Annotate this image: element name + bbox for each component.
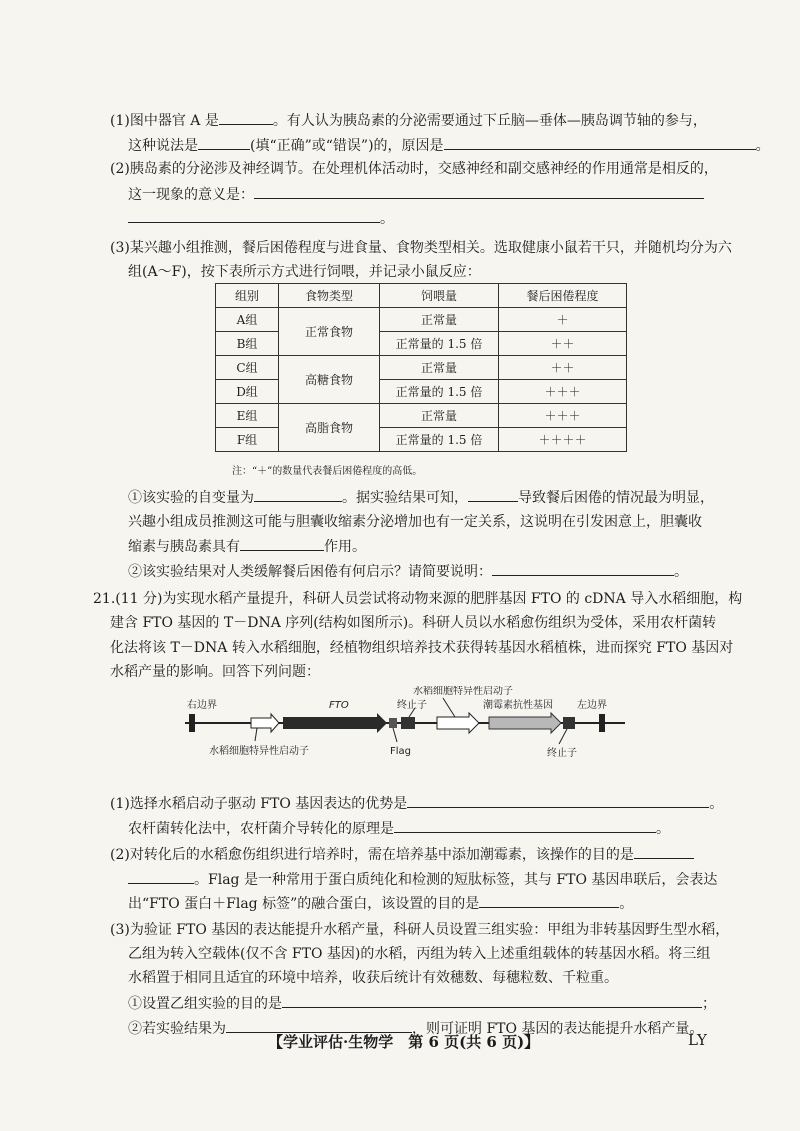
answer-blank[interactable] xyxy=(240,536,324,551)
q3-sub2: ②该实验结果对人类缓解餐后困倦有何启示？请简要说明： 。 xyxy=(128,561,688,582)
leader-line xyxy=(559,729,567,744)
table-cell: 正常量的 1.5 倍 xyxy=(380,380,499,404)
label-flag: Flag xyxy=(390,746,412,757)
label-fto: FTO xyxy=(329,700,349,711)
table-cell: ＋＋＋ xyxy=(499,380,627,404)
label-promoter-bottom: 水稻细胞特异性启动子 xyxy=(209,746,309,757)
q21-p1-line1: (1)选择水稻启动子驱动 FTO 基因表达的优势是 。 xyxy=(110,793,723,814)
q21-p3-text: ②若实验结果为 xyxy=(128,1021,226,1037)
q1-text-c: 这种说法是 xyxy=(128,138,198,154)
q3-sub1-line1 xyxy=(128,487,714,508)
table-row xyxy=(216,404,627,428)
promoter-arrow-1 xyxy=(251,714,279,732)
table-cell: C组 xyxy=(216,356,279,380)
q21-p3-text: ①设置乙组实验的目的是 xyxy=(128,996,282,1012)
table-note: 注：“＋”的数量代表餐后困倦程度的高低。 xyxy=(232,466,423,477)
answer-blank[interactable] xyxy=(468,487,518,502)
table-cell: 高糖食物 xyxy=(279,356,380,404)
feeding-table xyxy=(215,283,627,452)
q2-line3: 。 xyxy=(128,208,394,229)
answer-blank[interactable] xyxy=(128,208,380,223)
answer-blank[interactable] xyxy=(219,110,273,125)
q21-line3: 化法将该 T－DNA 转入水稻细胞，经植物组织培养技术获得转基因水稻植株，进而探究 FTO 基因对 xyxy=(110,640,734,656)
leader-line xyxy=(255,728,257,741)
q3-sub2-text: ②该实验结果对人类缓解餐后困倦有何启示？请简要说明： xyxy=(128,564,492,580)
q21-line2: 建含 FTO 基因的 T－DNA 序列(结构如图所示)。科研人员以水稻愈伤组织为受体，采用农杆菌转 xyxy=(110,615,717,631)
q1-line1 xyxy=(110,110,707,131)
q21-p2-line3: 出“FTO 蛋白＋Flag 标签”的融合蛋白，该设置的目的是 。 xyxy=(128,893,633,914)
terminator-block-2 xyxy=(563,717,575,729)
table-row xyxy=(216,356,627,380)
answer-blank[interactable] xyxy=(444,135,756,150)
answer-blank[interactable] xyxy=(394,818,656,833)
table-cell: 正常量 xyxy=(380,356,499,380)
table-cell: ＋＋ xyxy=(499,356,627,380)
left-border-block xyxy=(599,714,605,732)
q3-line2: 组(A～F)，按下表所示方式进行饲喂，并记录小鼠反应： xyxy=(128,264,481,280)
q21-p3-line1: (3)为验证 FTO 基因的表达能提升水稻产量，科研人员设置三组实验：甲组为非转基因野生型水稻， xyxy=(110,922,730,938)
q21-p3-line2: 乙组为转入空载体(仅不含 FTO 基因)的水稻，丙组为转入上述重组载体的转基因水稻。将三组 xyxy=(128,946,711,962)
q21-line4: 水稻产量的影响。回答下列问题： xyxy=(110,664,320,680)
answer-blank[interactable] xyxy=(479,893,619,908)
q21-p1-text: 农杆菌转化法中，农杆菌介导转化的原理是 xyxy=(128,821,394,837)
answer-blank[interactable] xyxy=(407,793,709,808)
answer-blank[interactable] xyxy=(492,561,674,576)
q3-line1: (3)某兴趣小组推测，餐后困倦程度与进食量、食物类型相关。选取健康小鼠若干只，并随机均分为六 xyxy=(110,240,732,256)
q1-text-a: (1)图中器官 A 是 xyxy=(110,113,219,129)
table-cell: E组 xyxy=(216,404,279,428)
table-cell: 正常量的 1.5 倍 xyxy=(380,428,499,452)
q2-line2 xyxy=(128,184,704,205)
table-cell: 高脂食物 xyxy=(279,404,380,452)
table-row xyxy=(216,380,627,404)
label-terminator-top: 终止子 xyxy=(397,700,427,711)
q1-text-d: (填“正确”或“错误”)的，原因是 xyxy=(250,138,444,154)
q3-sub1-line3 xyxy=(128,536,366,557)
answer-blank[interactable] xyxy=(128,869,194,884)
right-border-block xyxy=(189,714,195,732)
q21-p2-text: (2)对转化后的水稻愈伤组织进行培养时，需在培养基中添加潮霉素，该操作的目的是 xyxy=(110,847,634,863)
table-row xyxy=(216,428,627,452)
table-header: 食物类型 xyxy=(279,284,380,308)
q21-p3-line3: 水稻置于相同且适宜的环境中培养，收获后统计有效穗数、每穗粒数、千粒重。 xyxy=(128,970,618,986)
label-promoter-top: 水稻细胞特异性启动子 xyxy=(413,686,513,697)
table-header: 饲喂量 xyxy=(380,284,499,308)
q3-sub1-text: ①该实验的自变量为 xyxy=(128,490,254,506)
table-cell: 正常量 xyxy=(380,404,499,428)
table-cell: D组 xyxy=(216,380,279,404)
answer-blank[interactable] xyxy=(254,184,704,199)
q3-sub1-text: 缩素与胰岛素具有 xyxy=(128,539,240,555)
answer-blank[interactable] xyxy=(254,487,342,502)
leader-line xyxy=(443,698,455,717)
footer-code: LY xyxy=(688,1031,707,1049)
table-cell: 正常量 xyxy=(380,308,499,332)
q3-sub1-line2: 兴趣小组成员推测这可能与胆囊收缩素分泌增加也有一定关系，这说明在引发困意上，胆囊收 xyxy=(128,514,702,530)
table-row xyxy=(216,332,627,356)
q2-line1: (2)胰岛素的分泌涉及神经调节。在处理机体活动时，交感神经和副交感神经的作用通常是相反的， xyxy=(110,161,718,177)
q21-p2-text: 出“FTO 蛋白＋Flag 标签”的融合蛋白，该设置的目的是 xyxy=(128,896,480,912)
hygromycin-gene-arrow xyxy=(489,713,561,733)
promoter-arrow-2 xyxy=(437,713,479,733)
table-cell: ＋＋＋＋ xyxy=(499,428,627,452)
page-footer: 【学业评估·生物学 第 6 页(共 6 页)】 xyxy=(268,1033,540,1051)
q21-p1-text: (1)选择水稻启动子驱动 FTO 基因表达的优势是 xyxy=(110,796,408,812)
answer-blank[interactable] xyxy=(634,844,694,859)
table-row xyxy=(216,308,627,332)
q1-text-b: 。有人认为胰岛素的分泌需要通过下丘脑—垂体—胰岛调节轴的参与， xyxy=(272,113,707,129)
table-cell: ＋ xyxy=(499,308,627,332)
table-header: 餐后困倦程度 xyxy=(499,284,627,308)
tdna-diagram xyxy=(175,686,635,776)
flag-block xyxy=(389,718,397,728)
q1-line2: 这种说法是 (填“正确”或“错误”)的，原因是 。 xyxy=(128,135,770,156)
fto-gene-arrow xyxy=(283,713,387,733)
q21-p2-line2 xyxy=(128,869,717,890)
q21-p3-line4: ①设置乙组实验的目的是 ； xyxy=(128,993,716,1014)
q2-text: 这一现象的意义是： xyxy=(128,187,254,203)
q21-p2-line1 xyxy=(110,844,694,865)
q21-p2-text: 。Flag 是一种常用于蛋白质纯化和检测的短肽标签，其与 FTO 基因串联后，会表达 xyxy=(194,872,718,888)
label-hygromycin: 潮霉素抗性基因 xyxy=(483,700,553,711)
leader-line xyxy=(393,728,397,742)
table-cell: 正常食物 xyxy=(279,308,380,356)
table-cell: ＋＋＋ xyxy=(499,404,627,428)
label-right-border: 右边界 xyxy=(187,700,217,711)
table-cell: 正常量的 1.5 倍 xyxy=(380,332,499,356)
q21-line1: 21.(11 分)为实现水稻产量提升，科研人员尝试将动物来源的肥胖基因 FTO 的 cDNA 导入水稻细胞，构 xyxy=(93,591,743,607)
q3-sub1-text: 导致餐后困倦的情况最为明显， xyxy=(518,490,714,506)
answer-blank[interactable] xyxy=(282,993,702,1008)
q3-sub1-text: 作用。 xyxy=(324,539,366,555)
label-terminator-bottom: 终止子 xyxy=(547,748,577,759)
table-cell: F组 xyxy=(216,428,279,452)
table-cell: A组 xyxy=(216,308,279,332)
label-left-border: 左边界 xyxy=(577,700,607,711)
table-cell: B组 xyxy=(216,332,279,356)
answer-blank[interactable] xyxy=(198,135,250,150)
q3-sub1-text: 。据实验结果可知， xyxy=(342,490,468,506)
table-cell: ＋＋ xyxy=(499,332,627,356)
table-header: 组别 xyxy=(216,284,279,308)
terminator-block-1 xyxy=(401,717,415,729)
q21-p3-text: ，则可证明 FTO 基因的表达能提升水稻产量。 xyxy=(412,1021,704,1037)
q21-p1-line2: 农杆菌转化法中，农杆菌介导转化的原理是 。 xyxy=(128,818,670,839)
table-header-row xyxy=(216,284,627,308)
